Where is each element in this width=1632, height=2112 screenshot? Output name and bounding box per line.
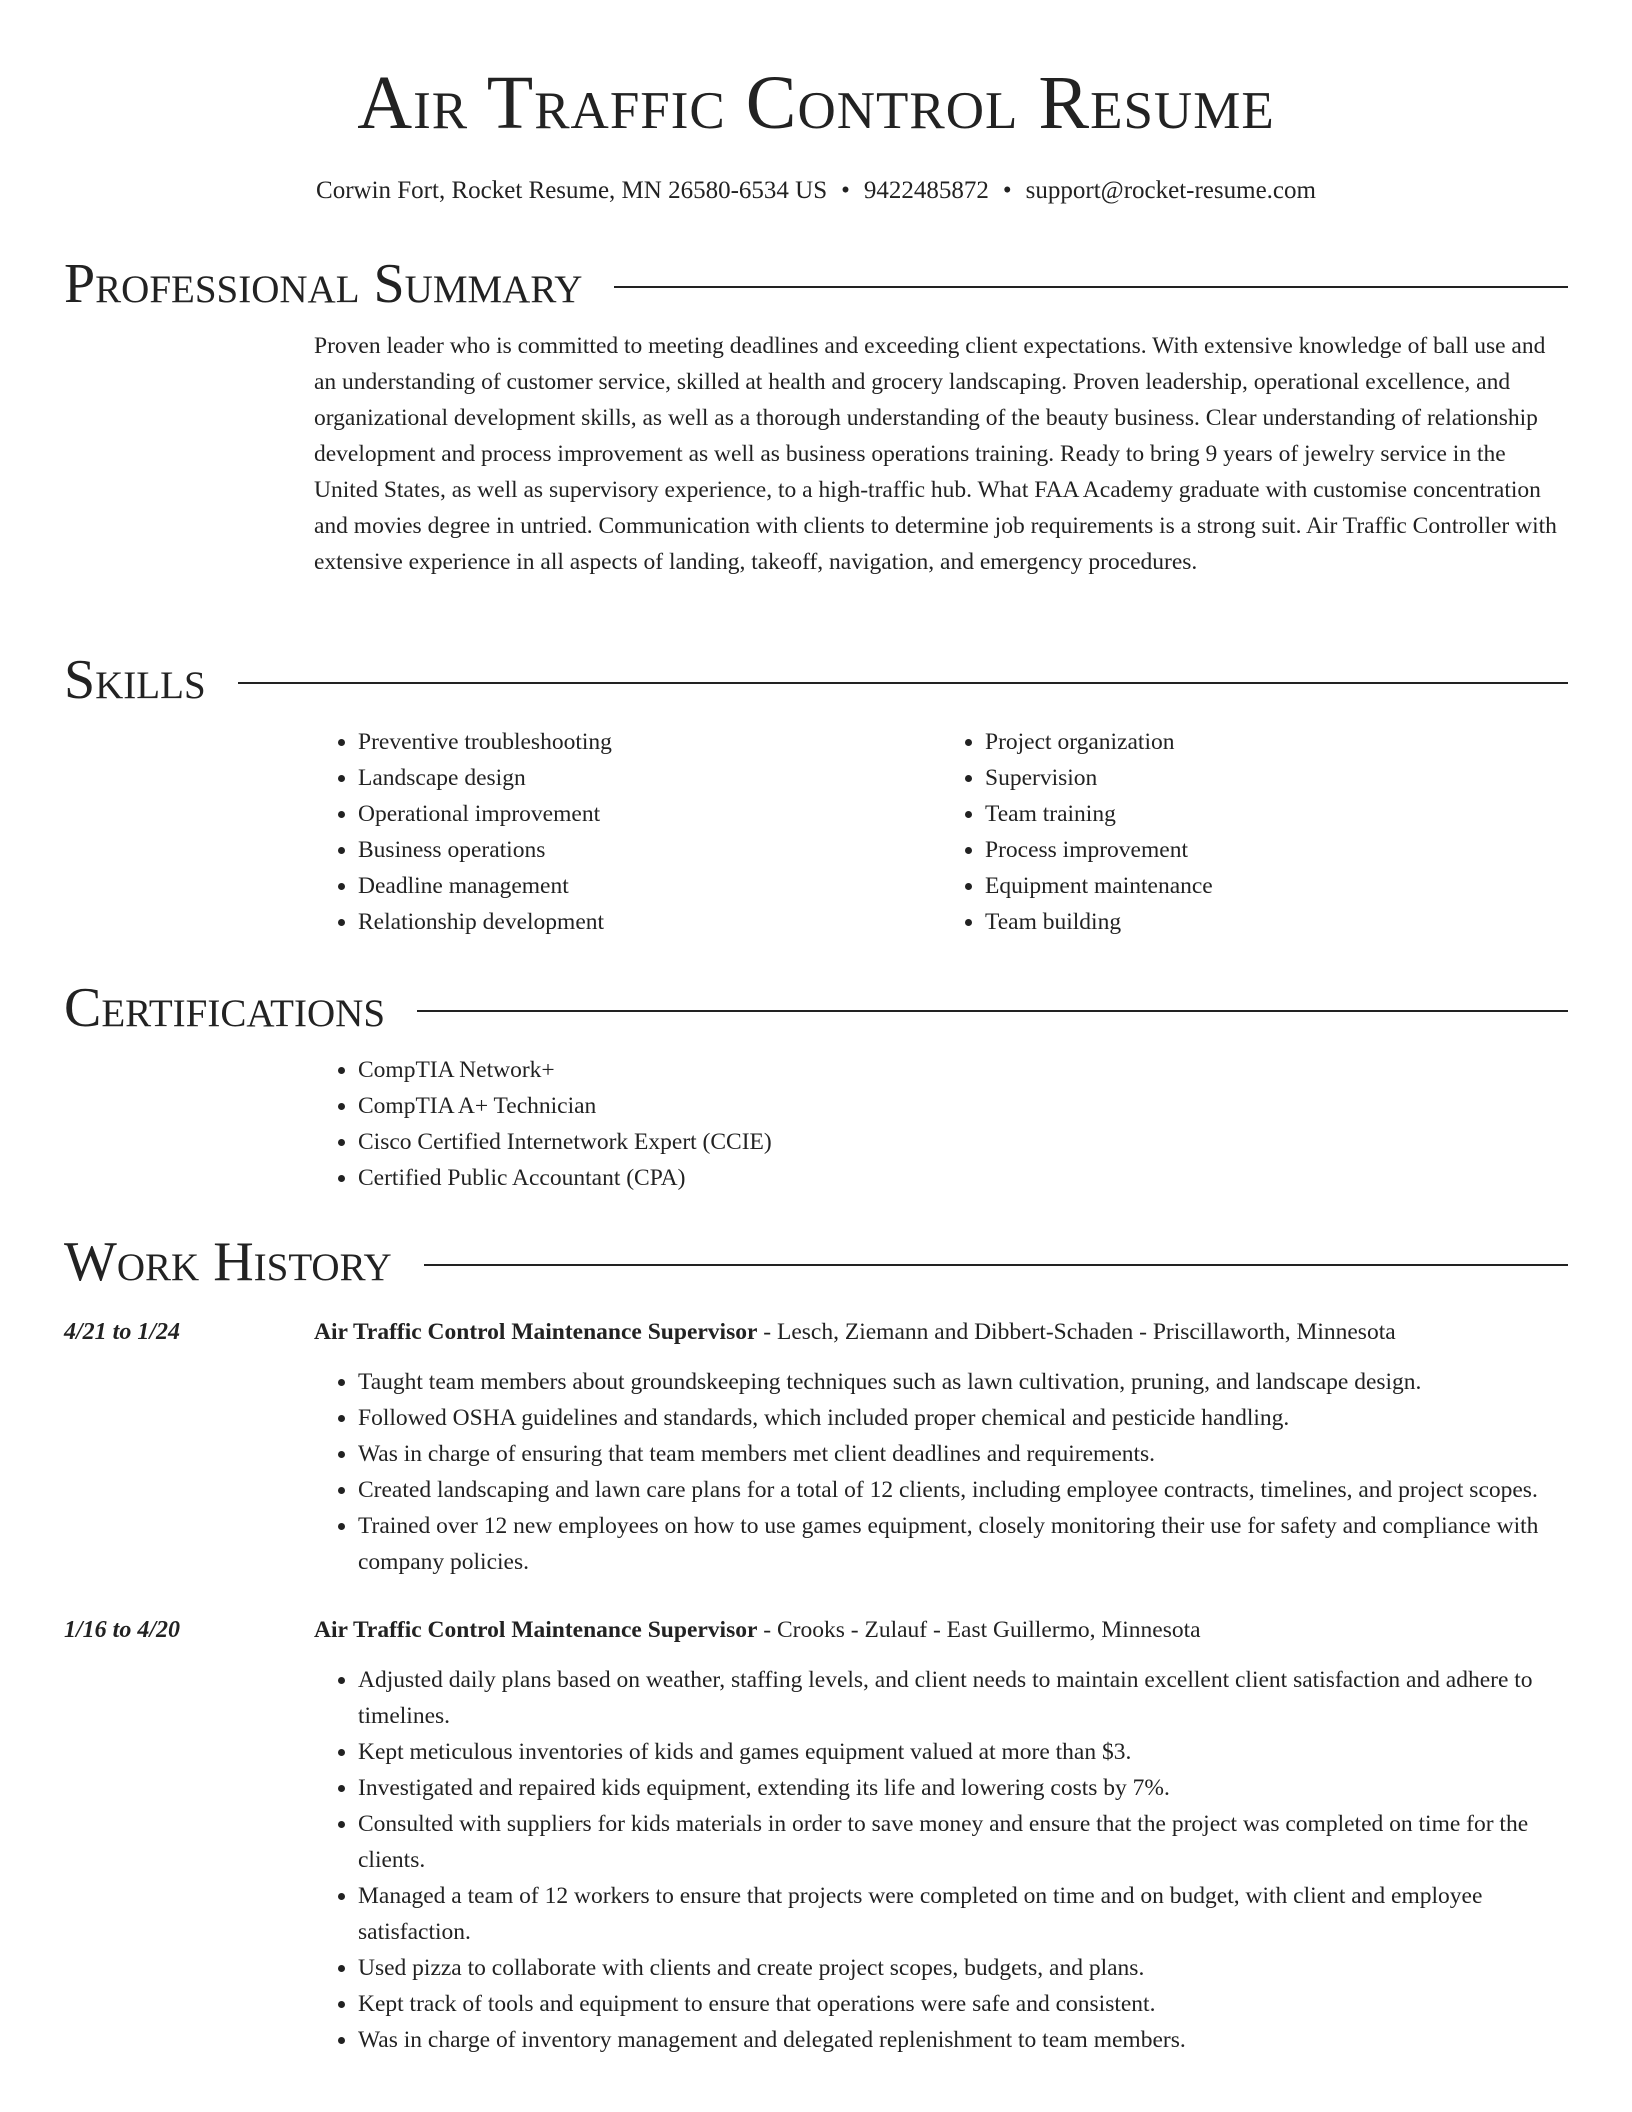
list-item: • Created landscaping and lawn care plans for a total of 12 clients, including employee contracts, timelines, and project scopes. [358,1472,1568,1508]
list-item: • CompTIA A+ Technician [358,1088,1568,1124]
list-item: • Certified Public Accountant (CPA) [358,1160,1568,1196]
list-item: • Consulted with suppliers for kids materials in order to save money and ensure that the project was completed on time for the clients. [358,1806,1568,1878]
list-item: • Team building [985,904,1568,940]
certifications-body [314,1052,1568,1196]
certifications-list [314,1052,1568,1196]
list-item: • Managed a team of 12 workers to ensure that projects were completed on time and on budget, with client and employee satisfaction. [358,1878,1568,1950]
section-title-skills: Skills [64,649,206,711]
list-item: • CompTIA Network+ [358,1052,1568,1088]
section-header [64,648,1568,712]
list-item: • Taught team members about groundskeeping techniques such as lawn cultivation, pruning, and landscape design. [358,1364,1568,1400]
job-responsibilities [314,1662,1568,2058]
list-item: • Supervision [985,760,1568,796]
list-item: • Investigated and repaired kids equipment, extending its life and lowering costs by 7%. [358,1770,1568,1806]
section-header [64,1230,1568,1294]
list-item: • Trained over 12 new employees on how to use games equipment, closely monitoring their use for safety and compliance with company policies. [358,1508,1568,1580]
section-title-work-history: Work History [64,1231,392,1293]
list-item: • Followed OSHA guidelines and standards, which included proper chemical and pesticide handling. [358,1400,1568,1436]
list-item: • Process improvement [985,832,1568,868]
section-header [64,976,1568,1040]
job-bullets [314,1662,1568,2058]
certifications-section [64,976,1568,1196]
contact-separator: • [1002,177,1012,204]
list-item: • Adjusted daily plans based on weather, staffing levels, and client needs to maintain excellent client satisfaction and adhere to timelines. [358,1662,1568,1734]
summary-body [314,328,1568,580]
list-item: • Team training [985,796,1568,832]
list-item: • Equipment maintenance [985,868,1568,904]
job-entry [64,1612,1568,2058]
skills-list-left [314,724,941,940]
job-header [64,1314,1568,1350]
list-item: • Kept track of tools and equipment to ensure that operations were safe and consistent. [358,1986,1568,2022]
job-company: - Lesch, Ziemann and Dibbert-Schaden - Priscillaworth, Minnesota [757,1319,1396,1345]
list-item: • Cisco Certified Internetwork Expert (CCIE) [358,1124,1568,1160]
job-heading [314,1612,1201,1648]
list-item: • Used pizza to collaborate with clients and create project scopes, budgets, and plans. [358,1950,1568,1986]
section-title-summary: Professional Summary [64,253,583,315]
job-bullets [314,1364,1568,1580]
list-item: • Landscape design [358,760,941,796]
list-item: • Preventive troubleshooting [358,724,941,760]
list-item: • Operational improvement [358,796,941,832]
job-dates: 1/16 to 4/20 [64,1617,181,1643]
summary-section [64,252,1568,580]
resume-title: Air Traffic Control Resume [357,61,1275,145]
list-item: • Kept meticulous inventories of kids and games equipment valued at more than $3. [358,1734,1568,1770]
contact-separator: • [841,177,850,204]
contact-address: Corwin Fort, Rocket Resume, MN 26580-6534 US [316,177,828,204]
list-item: • Relationship development [358,904,941,940]
skills-body [314,724,1568,940]
list-item: • Was in charge of ensuring that team members met client deadlines and requirements. [358,1436,1568,1472]
section-divider [424,1264,1568,1266]
job-header [64,1612,1568,1648]
section-title-certifications: Certifications [64,977,386,1039]
skills-list-right [941,724,1568,940]
section-divider [417,1010,1568,1012]
job-company: - Crooks - Zulauf - East Guillermo, Minnesota [757,1617,1201,1643]
list-item: • Project organization [985,724,1568,760]
section-header [64,252,1568,316]
section-divider [614,286,1568,288]
job-heading [314,1314,1396,1350]
job-responsibilities [314,1364,1568,1580]
job-title: Air Traffic Control Maintenance Supervisor [314,1319,758,1345]
list-item: • Deadline management [358,868,941,904]
contact-phone: 9422485872 [863,177,989,204]
contact-line [0,174,1632,208]
job-title: Air Traffic Control Maintenance Supervisor [314,1617,758,1643]
work-history-section [64,1230,1568,2058]
list-item: • Was in charge of inventory management and delegated replenishment to team members. [358,2022,1568,2058]
summary-text: Proven leader who is committed to meeting deadlines and exceeding client expectations. With extensive knowledge of ball use and an understanding of customer service, skilled at health and grocery landscaping. Proven leadership, operational excellence, and organizational development skills, as well as a thorough understanding of the beauty business. Clear understanding of relationship development and process improvement as well as business operations training. Ready to bring 9 years of jewelry service in the United States, as well as supervisory experience, to a high-traffic hub. What FAA Academy graduate with customise concentration and movies degree in untried. Communication with clients to determine job requirements is a strong suit. Air Traffic Controller with extensive experience in all aspects of landing, takeoff, navigation, and emergency procedures. [314,333,1557,575]
job-entry [64,1314,1568,1580]
section-divider [238,682,1568,684]
job-dates: 4/21 to 1/24 [64,1319,181,1345]
list-item: • Business operations [358,832,941,868]
contact-email: support@rocket-resume.com [1025,177,1316,204]
skills-section [64,648,1568,940]
